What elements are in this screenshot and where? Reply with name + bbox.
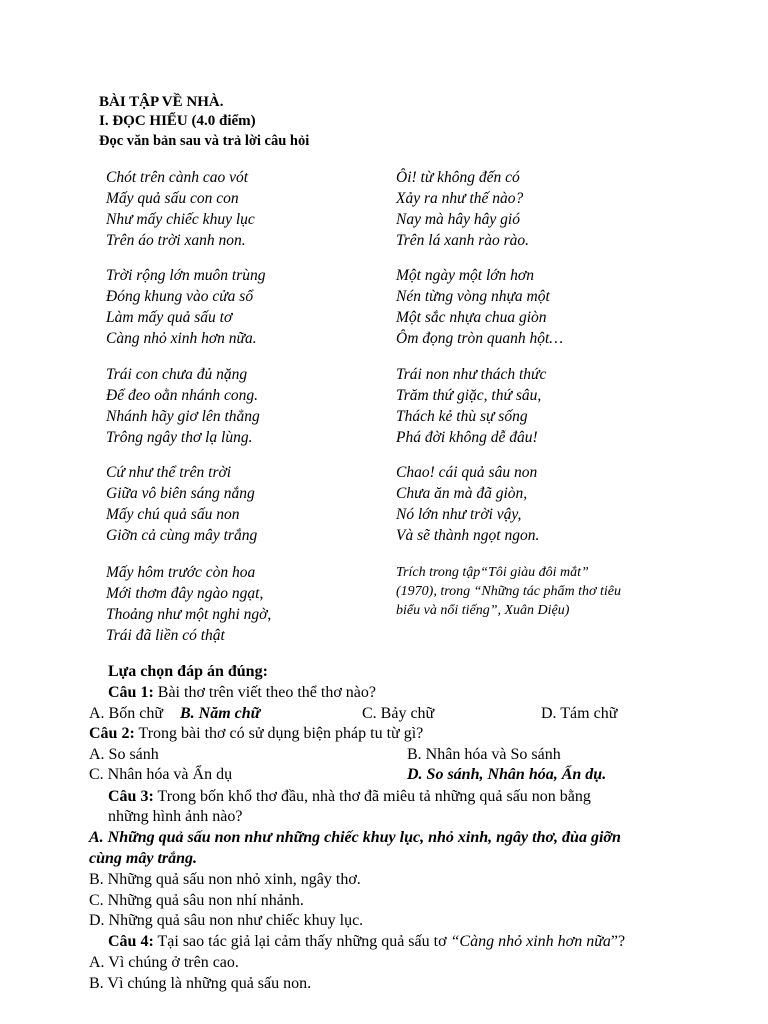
doc-title: BÀI TẬP VỀ NHÀ. <box>99 94 224 110</box>
poem-line: Trái con chưa đủ nặng <box>106 366 248 383</box>
poem-left-column <box>106 364 260 448</box>
poem-line: Mới thơm đây ngào ngạt, <box>106 585 264 602</box>
instruction: Đọc văn bản sau và trả lời câu hỏi <box>99 133 310 149</box>
poem-line: Trời rộng lớn muôn trùng <box>106 267 266 284</box>
poem-line: Thách kẻ thù sự sống <box>396 408 528 425</box>
poem-line: Nhánh hãy giơ lên thẳng <box>106 408 260 425</box>
poem-line: Mấy quả sấu con con <box>106 190 239 207</box>
poem-line: Phá đời không dễ đâu! <box>396 429 538 446</box>
poem-line: Ôm đọng tròn quanh hột… <box>396 330 564 347</box>
poem-right-column <box>396 462 539 546</box>
question-1 <box>108 683 376 704</box>
poem-line: Một ngày một lớn hơn <box>396 267 534 284</box>
poem-line: Nó lớn như trời vậy, <box>396 506 522 523</box>
question-label: Câu 1: <box>108 684 154 701</box>
poem-line: Thoảng như một nghi ngờ, <box>106 606 272 623</box>
poem-line: Ôi! từ không đến có <box>396 169 520 186</box>
question-label: Câu 3: <box>108 788 154 805</box>
poem-line: Như mấy chiếc khuy lục <box>106 211 255 228</box>
poem-line: Đóng khung vào cửa sổ <box>106 288 254 305</box>
poem-line: Chót trên cành cao vót <box>106 169 249 186</box>
poem-line: Càng nhỏ xinh hơn nữa. <box>106 330 257 347</box>
question-text: Bài thơ trên viết theo thể thơ nào? <box>153 684 376 701</box>
question-3-cont: những hình ảnh nào? <box>108 808 243 825</box>
poem-line: Trăm thứ giặc, thứ sâu, <box>396 387 542 404</box>
poem-line: Nay mà hây hây gió <box>396 211 520 228</box>
question-text: Tại sao tác giả lại cảm thấy những quả sấu tơ <box>153 933 451 950</box>
question-label: Câu 2: <box>89 725 135 742</box>
questions-heading: Lựa chọn đáp án đúng: <box>108 663 268 680</box>
poem-line: Nén từng vòng nhựa một <box>396 288 550 305</box>
poem-line: Làm mấy quả sấu tơ <box>106 309 233 326</box>
poem-line: Trên áo trời xanh non. <box>106 232 246 249</box>
question-label: Câu 4: <box>108 933 154 950</box>
poem-line: Để đeo oằn nhánh cong. <box>106 387 258 404</box>
poem-source <box>396 563 621 620</box>
q3-option-c: C. Những quả sâu non nhí nhảnh. <box>89 892 304 909</box>
q3-option-d: D. Những quả sâu non như chiếc khuy lục. <box>89 912 364 929</box>
poem-line: Mấy hôm trước còn hoa <box>106 564 256 581</box>
source-line: biểu và nổi tiếng”, Xuân Diệu) <box>396 603 570 618</box>
poem-left-column <box>106 462 257 546</box>
poem-right-column <box>396 364 546 448</box>
poem-line: Trên lá xanh rào rào. <box>396 232 530 249</box>
q3-option-a-correct: A. Những quả sấu non như những chiếc khuy lục, nhỏ xinh, ngây thơ, đùa giỡn <box>89 829 621 846</box>
poem-line: Trái đã liền có thật <box>106 627 225 644</box>
question-text: Trong bài thơ có sử dụng biện pháp tu từ gì? <box>134 725 424 742</box>
poem-right-column <box>396 167 529 251</box>
question-2 <box>89 724 423 745</box>
poem-left-column <box>106 265 266 349</box>
q2-option-c: C. Nhân hóa và Ẩn dụ <box>89 766 233 783</box>
q4-option-a: A. Vì chúng ở trên cao. <box>89 954 239 971</box>
question-quote: “Càng nhỏ xinh hơn nữa <box>450 933 611 950</box>
q2-option-b: B. Nhân hóa và So sánh <box>407 746 561 763</box>
poem-line: Một sắc nhựa chua giòn <box>396 309 547 326</box>
poem-line: Trông ngây thơ lạ lùng. <box>106 429 253 446</box>
poem-left-column <box>106 167 255 251</box>
poem-line: Và sẽ thành ngọt ngon. <box>396 527 540 544</box>
poem-right-column <box>396 265 563 349</box>
q1-option-b-correct: B. Năm chữ <box>180 705 261 722</box>
poem-left-column <box>106 562 271 646</box>
q4-option-b: B. Vì chúng là những quả sấu non. <box>89 975 312 992</box>
poem-line: Chao! cái quả sâu non <box>396 464 538 481</box>
question-4 <box>108 932 625 953</box>
q3-option-b: B. Những quả sấu non nhỏ xinh, ngây thơ. <box>89 871 361 888</box>
poem-line: Giữa vô biên sáng nắng <box>106 485 255 502</box>
poem-line: Giỡn cả cùng mây trắng <box>106 527 258 544</box>
question-end: ”? <box>610 933 626 950</box>
q2-option-a: A. So sánh <box>89 746 159 763</box>
q1-option-d: D. Tám chữ <box>541 705 618 722</box>
poem-line: Cứ như thể trên trời <box>106 464 232 481</box>
q1-option-c: C. Bảy chữ <box>362 705 435 722</box>
section-heading: I. ĐỌC HIỂU (4.0 điểm) <box>99 113 256 129</box>
q3-option-a-correct-cont: cùng mây trắng. <box>89 850 198 867</box>
q1-option-a: A. Bốn chữ <box>89 705 163 722</box>
poem-line: Mấy chú quả sấu non <box>106 506 240 523</box>
source-line: Trích trong tập“Tôi giàu đôi mắt” <box>396 565 589 580</box>
poem-line: Xảy ra như thế nào? <box>396 190 524 207</box>
poem-line: Trái non như thách thức <box>396 366 547 383</box>
source-line: (1970), trong “Những tác phẩm thơ tiêu <box>396 584 621 599</box>
question-text: Trong bốn khổ thơ đầu, nhà thơ đã miêu tả những quả sấu non bằng <box>153 788 591 805</box>
q2-option-d-correct: D. So sánh, Nhân hóa, Ẩn dụ. <box>407 766 607 783</box>
question-3 <box>108 787 591 808</box>
poem-line: Chưa ăn mà đã giòn, <box>396 485 528 502</box>
